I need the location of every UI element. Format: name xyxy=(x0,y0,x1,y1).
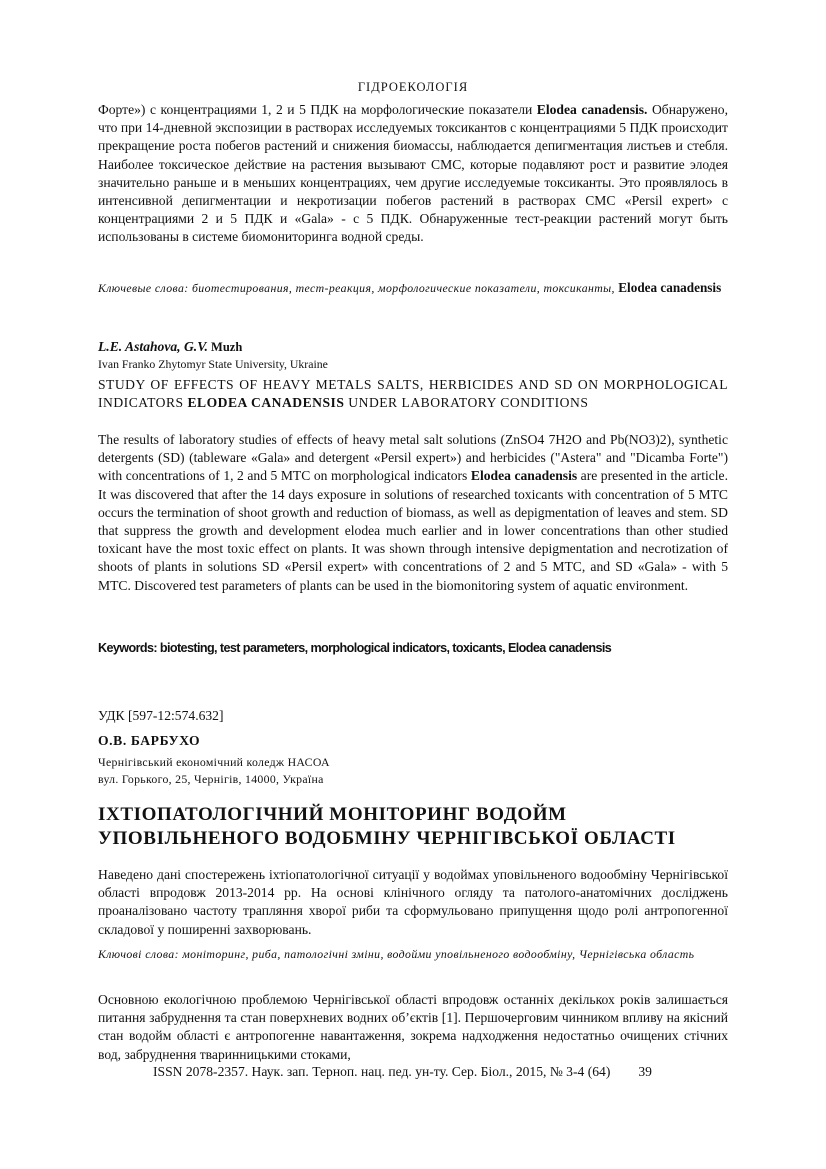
title-en-text: STUDY OF EFFECTS OF HEAVY METALS SALTS, HERBICIDES AND SD ON MORPHOLOGICAL INDICATORS xyxy=(98,377,728,410)
title-en-species: ELODEA CANADENSIS xyxy=(187,395,345,410)
abstract-ru xyxy=(98,101,728,247)
abstract-ru-text: Форте») с концентрациями 1, 2 и 5 ПДК на морфологические показатели xyxy=(98,102,537,117)
authors-en xyxy=(98,339,728,355)
abstract-en-text: The results of laboratory studies of effects of heavy metal salt solutions (ZnSO4 7H2O and Pb(NO3)2), synthetic detergents (SD) (tableware «Gala» and detergent «Persil expert») and herbicides ("Astera" and "Dicamba Forte") with concentrations of 1, 2 and 5 MTC on morphological indicators xyxy=(98,432,728,484)
udc-code: УДК [597-12:574.632] xyxy=(98,708,224,723)
abstract-en-species: Elodea canadensis xyxy=(470,468,578,484)
article-title-ua xyxy=(98,803,728,851)
abstract-en xyxy=(98,431,728,595)
keywords-ru-species: Elodea canadensis xyxy=(618,280,722,295)
abstract-en-text-cont: are presented in the article. It was discovered that after the 14 days exposure in solutions of researched toxicants with concentration of 5 MTC occurs the termination of shoot growth and reduction of biomass, as well as depigmentation of leaves and stem. SD that suppress the growth and development elodea much earlier and in lower concentrations than other studied toxicant have the most toxic effect on plants. It was shown through intensive depigmentation and necrotization of shoots of plants in solutions SD «Persil expert» with concentrations of 2 and 5 MTC, and SD «Gala» - with 5 MTC. Discovered test parameters of plants can be used in the biomonitoring system of aquatic environment. xyxy=(98,468,728,593)
keywords-en: Keywords: biotesting, test parameters, morphological indicators, toxicants, Elodea canadensis xyxy=(98,641,612,655)
authors-en-initials: L.E. Astahova, G.V. xyxy=(98,339,208,354)
abstract-ua: Наведено дані спостережень іхтіопатологічної ситуації у водоймах уповільненого водообміну Чернігівської області впродовж 2013-2014 рр. На основі клінічного огляду та патолого-анатомічних досліджень проаналізовано частоту трапляння хворої риби та сформульовано припущення щодо ролі антропогенної складової у поширенні захворювань. xyxy=(98,867,728,937)
title-ua-line-2: УПОВІЛЬНЕНОГО ВОДОБМІНУ ЧЕРНІГІВСЬКОЇ ОБЛАСТІ xyxy=(98,828,676,849)
page-number: 39 xyxy=(638,1064,652,1079)
keywords-ru-text: Ключевые слова: биотестирования, тест-реакция, морфологические показатели, токсиканты, xyxy=(98,281,619,295)
affiliation-en: Ivan Franko Zhytomyr State University, Ukraine xyxy=(98,357,328,371)
authors-en-surname: Muzh xyxy=(207,340,243,354)
running-header: ГІДРОЕКОЛОГІЯ xyxy=(357,80,469,94)
abstract-ru-text-cont: Обнаружено, что при 14-дневной экспозиции в растворах исследуемых токсикантов с концентрациями 5 ПДК происходит прекращение роста побегов растений и снижения биомассы, наблюдается депигментация листьев и стебля. Наиболее токсическое действие на растения вызывают СМС, которые подавляют рост и развитие элодея значительно раньше и в меньших концентрациях, чем другие исследуемые токсиканты. Это проявлялось в интенсивной депигментации и некротизации побегов растений в растворах СМС «Persil expert» с концентрациями 2 и 5 ПДК и «Gala» - с 5 ПДК. Обнаруженные тест-реакции растений могут быть использованы в системе биомониторинга водной среды. xyxy=(98,102,728,245)
author-ua: О.В. БАРБУХО xyxy=(98,733,201,748)
affiliation-ua-org: Чернігівський економічний коледж НАСОА xyxy=(98,755,330,769)
body-text-ua: Основною екологічною проблемою Чернігівської області впродовж останніх декількох років залишається питання забруднення та стан поверхневих водних об’єктів [1]. Першочерговим чинником впливу на якісний стан водойм області є антропогенне навантаження, зокрема надходження недостатньо очищених стічних вод, забруднення тваринницькими стоками, xyxy=(98,992,728,1062)
page-footer xyxy=(153,1064,652,1080)
species-name: Elodea canadensis. xyxy=(536,102,648,117)
affiliation-ua xyxy=(98,754,728,788)
keywords-ua: Ключові слова: моніторинг, риба, патологічні зміни, водойми уповільненого водообміну, Чернігівська область xyxy=(98,947,695,961)
keywords-ru xyxy=(98,280,728,296)
title-en-text-cont: UNDER LABORATORY CONDITIONS xyxy=(344,395,589,410)
footer-citation: ISSN 2078-2357. Наук. зап. Терноп. нац. пед. ун-ту. Сер. Біол., 2015, № 3-4 (64) xyxy=(153,1064,611,1079)
affiliation-ua-address: вул. Горького, 25, Чернігів, 14000, Україна xyxy=(98,772,324,786)
title-ua-line-1: ІХТІОПАТОЛОГІЧНИЙ МОНІТОРИНГ ВОДОЙМ xyxy=(98,804,567,825)
article-title-en xyxy=(98,376,728,412)
